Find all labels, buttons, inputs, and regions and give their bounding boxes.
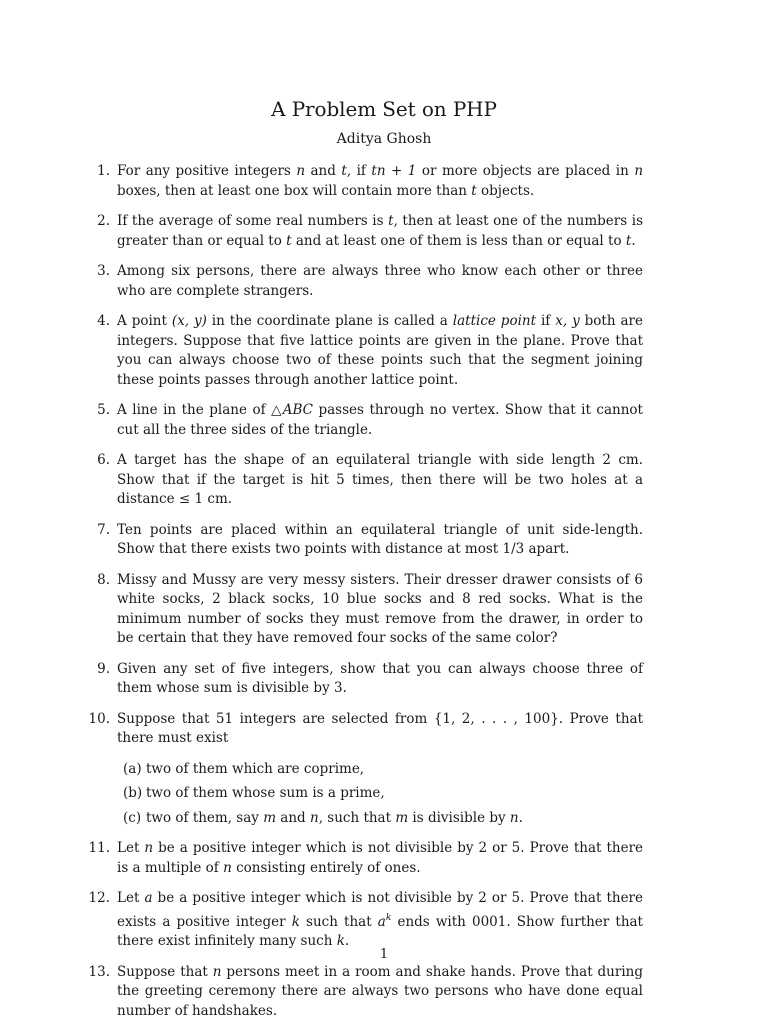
text-run: Suppose that: [117, 963, 213, 980]
text-run: .: [518, 809, 523, 826]
subitem: [117, 784, 643, 804]
math-symbol: m: [395, 809, 409, 826]
subitem-label: (a): [123, 760, 142, 777]
problem-number: 2.: [97, 213, 110, 229]
text-run: Let: [117, 840, 145, 856]
document-author: Aditya Ghosh: [336, 131, 432, 147]
math-superscript: k: [385, 912, 392, 923]
math-symbol: n: [212, 963, 222, 980]
problem-text: [117, 212, 643, 251]
problem-number: 13.: [88, 963, 110, 980]
problem-text: [117, 451, 643, 510]
text-run: .: [344, 933, 350, 949]
text-run: passes through no vertex. Show that it cannot cut all the three sides of the triangle.: [117, 402, 643, 438]
text-run: persons meet in a room and shake hands. Prove that during the greeting ceremony there are always two persons who have done equal number of handshakes.: [117, 963, 643, 1019]
problem-text: [117, 839, 643, 878]
text-run: △: [271, 402, 283, 418]
text-run: , such that: [318, 809, 396, 826]
problem-item: [0, 963, 768, 1022]
problem-text: [117, 710, 643, 749]
subitem-text: [146, 760, 643, 780]
emphasis-text: lattice point: [452, 313, 537, 329]
text-run: be a positive integer which is not divisible by 2 or 5. Prove that there is a multiple of: [117, 840, 644, 876]
text-run: Missy and Mussy are very messy sisters. Their dresser drawer consists of 6 white socks, 2 black socks, 10 blue socks and 8 red socks. What is the minimum number of socks they must remove from the drawer, in order to be certain that they have removed four socks of the same color?: [117, 571, 643, 646]
math-symbol: n: [509, 809, 519, 826]
problem-item: [0, 710, 768, 829]
problem-text: [117, 312, 643, 390]
text-run: two of them, say: [146, 809, 264, 826]
text-run: two of them which are coprime,: [146, 760, 365, 777]
text-run: .: [631, 232, 636, 249]
text-run: , if: [346, 163, 372, 179]
text-run: objects.: [476, 182, 535, 199]
problem-text: [117, 262, 643, 301]
problem-number: 8.: [97, 571, 110, 588]
problem-item: [0, 451, 768, 510]
problem-number: 1.: [97, 163, 110, 179]
math-symbol: tn + 1: [371, 163, 417, 179]
math-symbol: t: [471, 182, 477, 199]
math-symbol: t: [286, 232, 292, 249]
subitem-label: (c): [123, 809, 142, 826]
problem-text: [117, 889, 643, 952]
subitem-text: [146, 809, 643, 829]
problem-item: [0, 839, 768, 878]
text-run: , then at least one of the numbers is greater than or equal to: [117, 213, 643, 249]
text-run: A target has the shape of an equilateral triangle with side length 2 cm. Show that if the target is hit 5 times, then there will be two holes at a distance ≤ 1 cm.: [117, 452, 643, 507]
text-run: ends with 0001. Show further that there exist infinitely many such: [117, 913, 643, 949]
text-run: and at least one of them is less than or equal to: [291, 232, 626, 249]
text-run: or more objects are placed in: [416, 163, 635, 179]
problem-number: 9.: [97, 660, 110, 677]
problem-item: [0, 212, 768, 251]
problem-text: [117, 660, 643, 699]
text-run: such that: [299, 913, 378, 930]
problem-list: [0, 162, 768, 1021]
text-run: two of them whose sum is a prime,: [146, 785, 385, 801]
text-run: in the coordinate plane is called a: [206, 313, 453, 329]
problem-item: [0, 312, 768, 390]
problem-item: [0, 262, 768, 301]
math-symbol: m: [263, 809, 277, 826]
problem-item: [0, 521, 768, 560]
subitem: [117, 809, 643, 829]
math-symbol: n: [309, 809, 319, 826]
text-run: Suppose that 51 integers are selected from {1, 2, . . . , 100}. Prove that there must exist: [117, 710, 643, 746]
text-run: Among six persons, there are always three who know each other or three who are complete strangers.: [117, 263, 643, 299]
math-symbol: t: [388, 213, 394, 229]
problem-text: [117, 521, 643, 560]
text-run: Given any set of five integers, show that you can always choose three of them whose sum is divisible by 3.: [117, 660, 643, 696]
problem-number: 12.: [88, 890, 110, 906]
text-run: For any positive integers: [117, 163, 297, 179]
math-symbol: a: [377, 913, 386, 930]
subitem-list: [117, 760, 643, 829]
text-run: Let: [117, 890, 145, 906]
math-symbol: n: [634, 163, 644, 179]
text-run: consisting entirely of ones.: [231, 859, 421, 876]
text-run: be a positive integer which is not divisible by 2 or 5. Prove that there exists a positive integer: [117, 890, 644, 930]
text-run: A point: [117, 313, 172, 329]
problem-number: 3.: [97, 263, 110, 279]
problem-item: [0, 401, 768, 440]
math-symbol: k: [291, 913, 300, 930]
math-symbol: n: [223, 859, 232, 876]
text-run: is divisible by: [408, 809, 510, 826]
text-run: boxes, then at least one box will contain more than: [117, 182, 472, 199]
text-run: if: [536, 313, 556, 329]
document-title: A Problem Set on PHP: [271, 97, 497, 121]
math-symbol: t: [625, 232, 632, 249]
problem-text: [117, 963, 643, 1022]
text-run: and: [276, 809, 310, 826]
problem-number: 11.: [88, 840, 110, 856]
math-symbol: ABC: [282, 402, 313, 418]
text-run: both are integers. Suppose that five lattice points are given in the plane. Prove that you can always choose two of these points such that the segment joining these points passes through another lattice point.: [117, 313, 643, 388]
problem-number: 5.: [97, 402, 110, 418]
text-run: Ten points are placed within an equilateral triangle of unit side-length. Show that there exists two points with distance at most 1/3 apart.: [117, 521, 643, 557]
problem-item: [0, 571, 768, 649]
problem-item: [0, 889, 768, 952]
math-symbol: t: [341, 163, 347, 179]
text-run: A line in the plane of: [117, 402, 272, 418]
problem-item: [0, 162, 768, 201]
text-run: and: [305, 163, 342, 179]
subitem-text: [146, 784, 643, 804]
problem-text: [117, 401, 643, 440]
text-run: If the average of some real numbers is: [117, 213, 389, 229]
math-symbol: a: [144, 890, 153, 906]
math-symbol: k: [336, 933, 345, 949]
math-symbol: (x, y): [171, 313, 207, 329]
problem-number: 6.: [97, 452, 110, 468]
math-symbol: n: [144, 840, 154, 856]
problem-text: [117, 162, 643, 201]
problem-item: [0, 660, 768, 699]
page-number: 1: [379, 947, 389, 962]
problem-number: 7.: [97, 521, 110, 538]
math-symbol: x, y: [555, 313, 580, 329]
problem-text: [117, 571, 643, 649]
math-symbol: n: [296, 163, 306, 179]
subitem-label: (b): [123, 785, 143, 801]
subitem: [117, 760, 643, 780]
problem-number: 4.: [97, 313, 110, 329]
problem-number: 10.: [88, 710, 110, 727]
